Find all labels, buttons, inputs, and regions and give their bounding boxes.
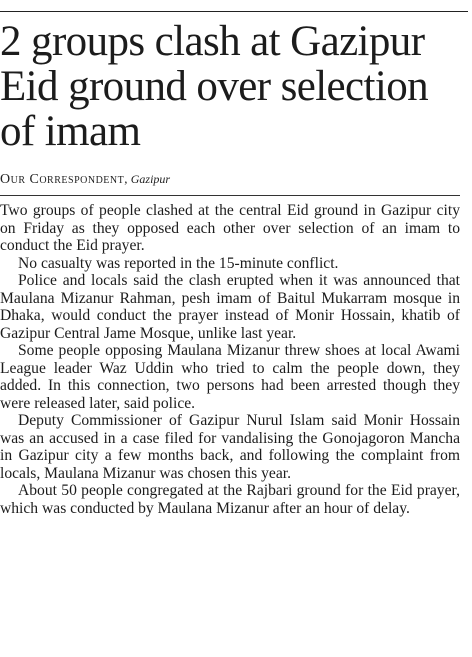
article-body [0,202,460,517]
paragraph-2: No casualty was reported in the 15-minute conflict. [18,254,339,272]
headline: 2 groups clash at Gazipur Eid ground over selection of imam [0,18,429,155]
byline-author: Our Correspondent [0,172,125,187]
byline [0,171,470,187]
byline-rule [0,195,460,196]
byline-dateline: Gazipur [130,172,171,186]
paragraph-1: Two groups of people clashed at the central Eid ground in Gazipur city on Friday as they opposed each other over selection of an imam to conduct the Eid prayer. [0,202,460,254]
paragraph-3: Police and locals said the clash erupted when it was announced that Maulana Mizanur Rahman, pesh imam of Baitul Mukarram mosque in Dhaka, would conduct the prayer instead of Monir Hossain, khatib of Gazipur Central Jame Mosque, unlike last year. [0,272,460,342]
paragraph-5: Deputy Commissioner of Gazipur Nurul Islam said Monir Hossain was an accused in a case filed for vandalising the Gonojagoron Mancha in Gazipur city a few months back, and following the complaint from locals, Maulana Mizanur was chosen this year. [0,412,460,482]
paragraph-6: About 50 people congregated at the Rajbari ground for the Eid prayer, which was conducted by Maulana Mizanur after an hour of delay. [0,482,460,517]
paragraph-4: Some people opposing Maulana Mizanur threw shoes at local Awami League leader Waz Uddin who tried to calm the people down, they added. In this connection, two persons had been arrested though they were released later, said police. [0,342,460,412]
top-rule [0,11,468,12]
byline-separator: , [124,171,128,186]
